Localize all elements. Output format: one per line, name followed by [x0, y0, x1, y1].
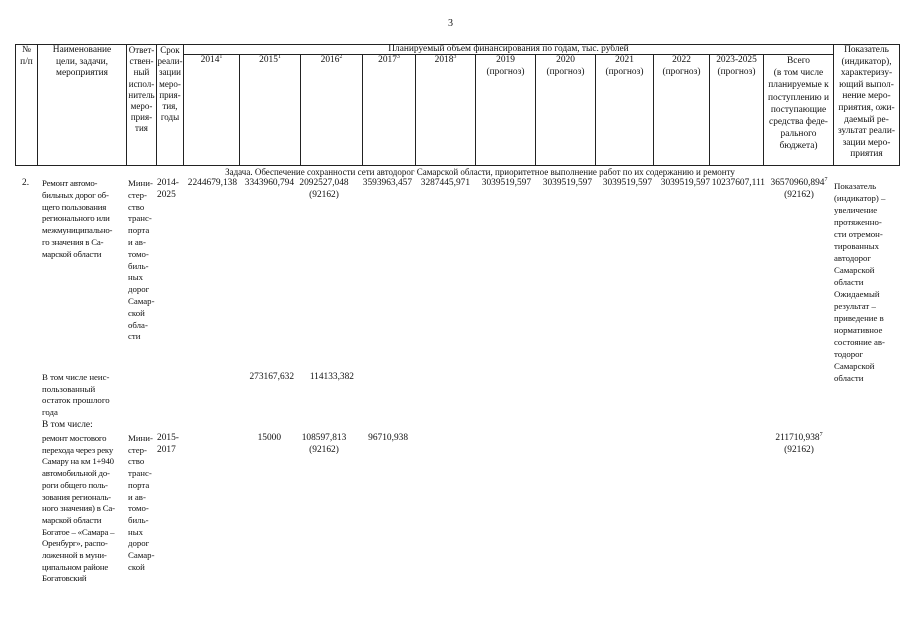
- bridge-2017: 96710,938: [368, 433, 408, 443]
- header-year-2022: 2022 (прогноз): [662, 55, 701, 77]
- header-total: Всего (в том числе планируемые к поступлению и поступающие средства феде- рального бюджета): [767, 56, 829, 152]
- header-year-2016: 2016$^2$: [320, 53, 343, 65]
- value-2018: 3287445,971: [420, 178, 470, 188]
- header-num: № п/п: [20, 45, 33, 67]
- task-title: Задача. Обеспечение сохранности сети автодорог Самарской области, приоритетное выполнение работ по их содержанию и ремонту: [225, 167, 735, 177]
- header-year-2015: 2015$^1$: [259, 53, 281, 65]
- value-2016: 2092527,048 (92162): [299, 178, 349, 200]
- value-total: 36570960,894$^7$ (92162): [770, 176, 828, 200]
- row-indicator: Показатель (индикатор) – увеличение протяженно- сти отремон- тированных автодорог Самарской области Ожидаемый результат – приведение в нормативное состояние ав- тодорог Самарской области: [834, 181, 886, 383]
- value-2015: 3343960,794: [244, 178, 294, 188]
- bridge-2016: 108597,813 (92162): [301, 433, 347, 455]
- value-2019: 3039519,597: [481, 178, 531, 188]
- bridge-executor: Мини- стер- ство транс- порта и ав- томо- биль- ных дорог Самар- ской: [128, 433, 155, 572]
- bridge-2015: 15000: [257, 433, 281, 443]
- value-2022: 3039519,597: [660, 178, 710, 188]
- budget-table-header: [15, 44, 900, 166]
- including-label: В том числе:: [42, 420, 93, 430]
- header-year-2021: 2021 (прогноз): [605, 55, 644, 77]
- value-2017: 3593963,457: [362, 178, 412, 188]
- value-2020: 3039519,597: [542, 178, 592, 188]
- value-2023-2025: 10237607,111: [711, 178, 765, 188]
- header-indicator: Показатель (индикатор), характеризу- ющий выпол- нение меро- приятия, ожи- даемый ре- зультат реали- зации меро- приятия: [838, 45, 895, 160]
- header-financing: Планируемый объем финансирования по годам, тыс. рублей: [388, 44, 629, 54]
- residual-2015: 273167,632: [249, 372, 294, 382]
- header-name: Наименование цели, задачи, мероприятия: [52, 45, 112, 79]
- value-2014: 2244679,138: [187, 178, 237, 188]
- header-term: Срок реали- зации меро- прия- тия, годы: [157, 45, 183, 123]
- header-year-2018: 2018$^3$: [434, 53, 457, 65]
- header-year-2017: 2017$^3$: [378, 53, 400, 65]
- header-year-2023-2025: 2023-2025 (прогноз): [716, 55, 757, 77]
- row-term: 2014- 2025: [157, 178, 179, 200]
- row-executor: Мини- стер- ство транс- порта и ав- томо- биль- ных дорог Самар- ской обла- сти: [128, 178, 155, 342]
- header-year-2019: 2019 (прогноз): [486, 55, 525, 77]
- bridge-total: 211710,938$^7$ (92162): [775, 431, 823, 455]
- residual-label: В том числе неис- пользованный остаток прошлого года: [42, 372, 110, 417]
- value-2021: 3039519,597: [602, 178, 652, 188]
- header-year-2020: 2020 (прогноз): [546, 55, 585, 77]
- residual-2016: 114133,382: [309, 372, 354, 382]
- header-executor: Ответ- ствен- ный испол- нитель меро- прия- тия: [128, 45, 155, 134]
- row-name: Ремонт автомо- бильных дорог об- щего пользования регионального или межмуниципально- го значения в Са- марской области: [42, 178, 113, 259]
- row-number: 2.: [22, 178, 30, 188]
- bridge-term: 2015- 2017: [157, 433, 179, 455]
- bridge-name: ремонт мостового перехода через реку Самару на км 1+940 автомобильной до- роги общего поль- зования региональ- ного значения) в Са- марской области Богатое – «Самара – Оренбург», распо- ложенной в муни- ципальном районе Богатовский: [42, 433, 115, 584]
- header-year-2014: 2014$^1$: [200, 53, 223, 65]
- page-number: 3: [448, 18, 453, 29]
